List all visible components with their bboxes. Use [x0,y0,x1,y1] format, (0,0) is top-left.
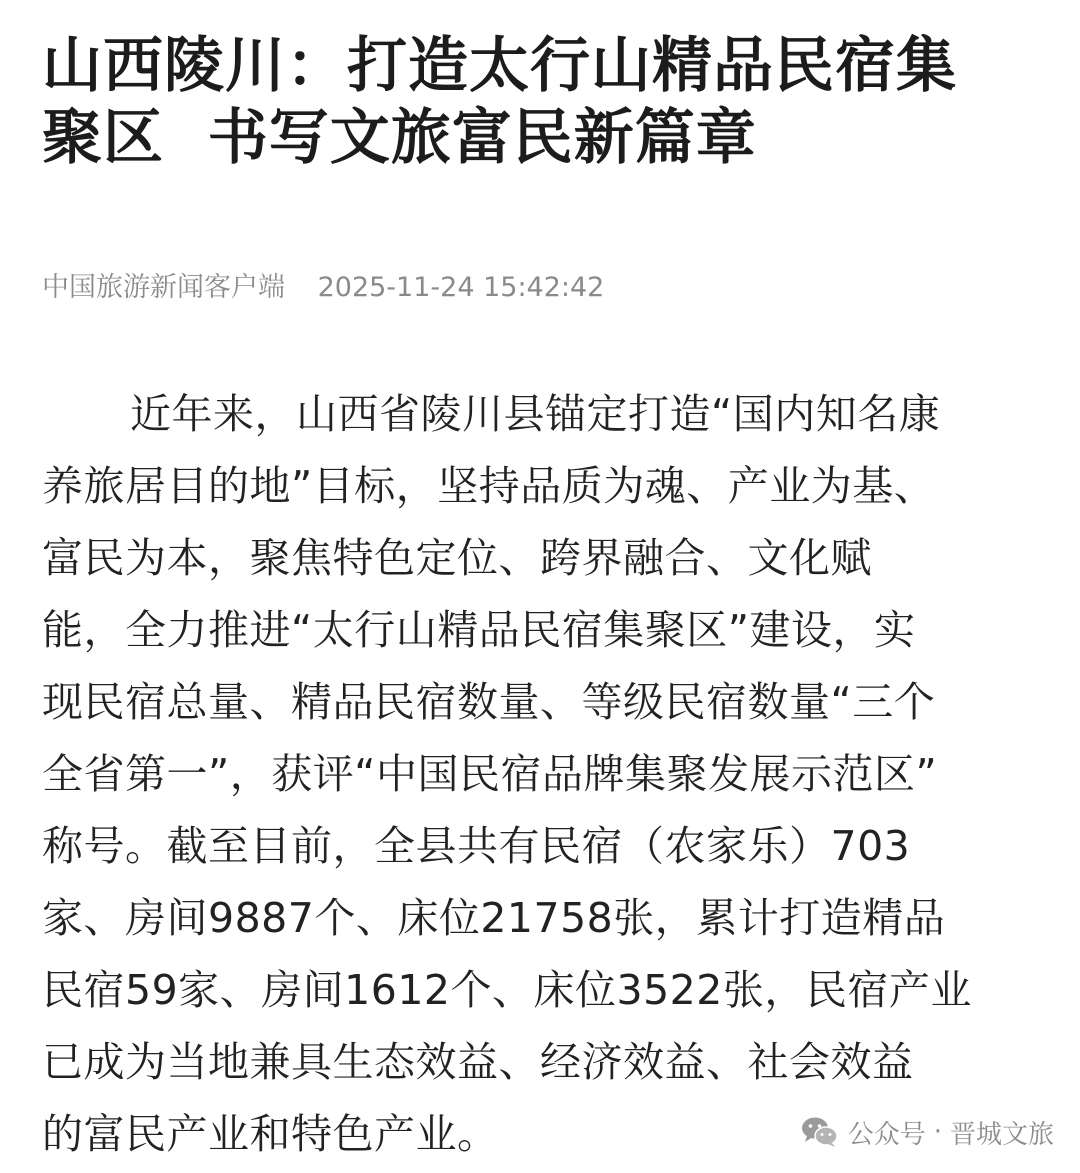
watermark-separator: · [933,1117,942,1147]
body-line: 民宿59家、房间1612个、床位3522张，民宿产业 [42,966,972,1014]
body-line: 称号。截至目前，全县共有民宿（农家乐）703 [42,822,911,870]
body-line: 全省第一”，获评“中国民宿品牌集聚发展示范区” [42,750,938,798]
body-line: 近年来，山西省陵川县锚定打造“国内知名康 [130,390,941,438]
body-line: 能，全力推进“太行山精品民宿集聚区”建设，实 [42,606,916,654]
article-body [42,378,1042,1170]
body-line: 养旅居目的地”目标，坚持品质为魂、产业为基、 [42,462,936,510]
body-line: 现民宿总量、精品民宿数量、等级民宿数量“三个 [42,678,936,726]
publish-time: 2025-11-24 15:42:42 [317,272,605,303]
watermark-label: 公众号 [847,1119,926,1150]
body-line: 家、房间9887个、床位21758张，累计打造精品 [42,894,946,942]
title-line: 聚区 书写文旅富民新篇章 [42,103,757,173]
article-title [42,30,1052,174]
wechat-icon [800,1115,840,1149]
title-line: 山西陵川：打造太行山精品民宿集 [42,31,957,101]
body-line: 已成为当地兼具生态效益、经济效益、社会效益 [42,1038,914,1086]
body-line: 富民为本，聚焦特色定位、跨界融合、文化赋 [42,534,872,582]
source-link[interactable]: 中国旅游新闻客户端 [42,272,285,303]
body-line: 的富民产业和特色产业。 [42,1110,499,1158]
article-meta [42,268,604,308]
account-watermark [800,1110,1054,1154]
watermark-account: 晋城文旅 [949,1119,1054,1150]
